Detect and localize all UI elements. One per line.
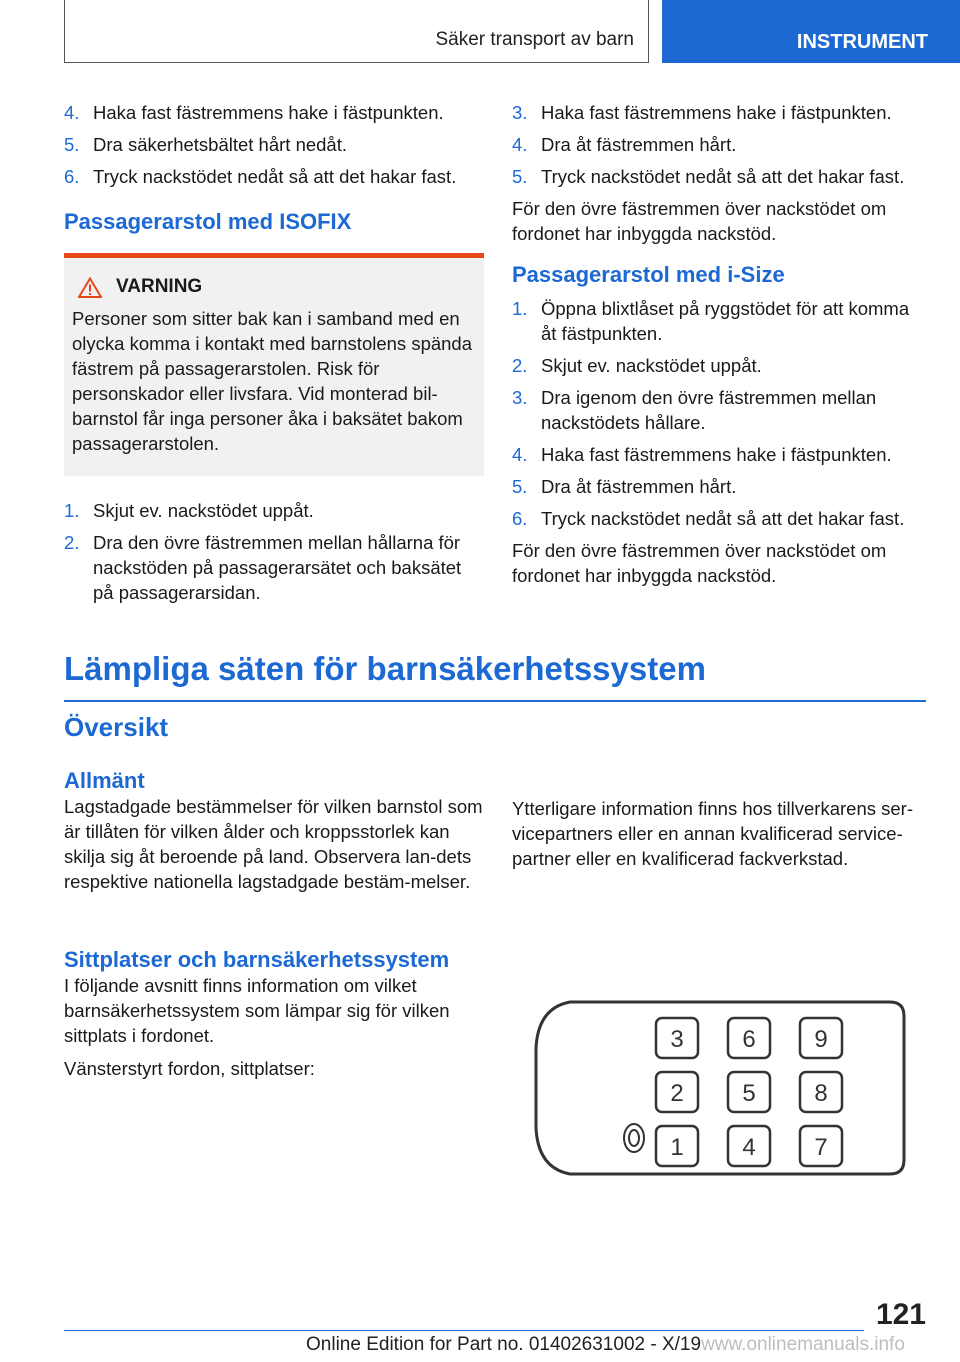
watermark-text: www.onlinemanuals.info: [701, 1334, 905, 1355]
list-item: [512, 353, 926, 378]
seat-number: 5: [742, 1080, 756, 1107]
warning-title-row: [72, 276, 474, 298]
seat-number: 8: [814, 1080, 828, 1107]
warning-title: VARNING: [116, 276, 203, 297]
general-block: [64, 768, 484, 902]
step-text: Skjut ev. nackstödet uppåt.: [93, 500, 314, 521]
edition-text: Online Edition for Part no. 01402631002 - X/19: [306, 1334, 702, 1355]
chapter-title: INSTRUMENT: [796, 31, 928, 53]
header-section-title: [64, 0, 649, 63]
list-item: [512, 506, 926, 531]
step-text: Dra den övre fästremmen mellan hållarna för nackstöden på passagerarsätet och baksätet på passagerarsidan.: [93, 532, 462, 603]
right-column: [512, 100, 926, 595]
seat-number: 1: [670, 1134, 684, 1161]
step-number: 5.: [64, 134, 80, 155]
footer-divider: [64, 1330, 864, 1331]
step-number: 4.: [64, 102, 80, 123]
extra-info-text: Ytterligare information finns hos tillverkarens ser-vicepartners eller en annan kvalificerad service-partner eller en kvalificerad fackverkstad.: [512, 798, 913, 869]
warning-text: Personer som sitter bak kan i samband med en olycka komma i kontakt med barnstolens spända fästrem på passagerarstolen. Risk för personskador eller livsfara. Vid monterad bil-barnstol får inga personer åka i baksätet bakom passagerarstolen.: [72, 308, 473, 454]
step-number: 1.: [512, 298, 528, 319]
warning-box: [64, 253, 484, 476]
step-number: 6.: [512, 508, 528, 529]
steps-list: [64, 498, 484, 605]
seat-number: 3: [670, 1026, 684, 1053]
step-text: Haka fast fästremmens hake i fästpunkten.: [541, 444, 892, 465]
step-number: 4.: [512, 134, 528, 155]
step-number: 5.: [512, 476, 528, 497]
step-number: 3.: [512, 102, 528, 123]
seats-text: I följande avsnitt finns information om vilket barnsäkerhetssystem som lämpar sig för vilken sittplats i fordonet.: [64, 975, 450, 1046]
seat-number: 6: [742, 1026, 756, 1053]
step-number: 3.: [512, 387, 528, 408]
step-number: 1.: [64, 500, 80, 521]
list-item: [512, 132, 926, 157]
extra-info-block: [512, 796, 926, 879]
note-text: För den övre fästremmen över nackstödet om fordonet har inbyggda nackstöd.: [512, 540, 887, 586]
seat-number: 4: [742, 1134, 756, 1161]
list-item: [64, 132, 484, 157]
seat-number: 9: [814, 1026, 828, 1053]
step-text: Dra åt fästremmen hårt.: [541, 134, 737, 155]
step-text: Dra åt fästremmen hårt.: [541, 476, 737, 497]
step-text: Öppna blixtlåset på ryggstödet för att komma åt fästpunkten.: [541, 298, 910, 344]
step-number: 2.: [64, 532, 80, 553]
section-subtitle: Översikt: [64, 712, 169, 742]
step-text: Tryck nackstödet nedåt så att det hakar fast.: [93, 166, 457, 187]
steps-list: [512, 100, 926, 189]
general-heading: Allmänt: [64, 768, 145, 793]
vehicle-outline-illustration: [530, 998, 910, 1178]
step-text: Dra säkerhetsbältet hårt nedåt.: [93, 134, 348, 155]
section-title: Lämpliga säten för barnsäkerhetssystem: [64, 650, 926, 702]
list-item: [64, 100, 484, 125]
left-column: [64, 100, 484, 612]
step-number: 4.: [512, 444, 528, 465]
list-item: [64, 498, 484, 523]
list-item: [512, 296, 926, 346]
list-item: [512, 442, 926, 467]
note-text: För den övre fästremmen över nackstödet om fordonet har inbyggda nackstöd.: [512, 198, 887, 244]
step-text: Haka fast fästremmens hake i fästpunkten.: [93, 102, 444, 123]
step-text: Haka fast fästremmens hake i fästpunkten.: [541, 102, 892, 123]
step-text: Dra igenom den övre fästremmen mellan nackstödets hållare.: [541, 387, 877, 433]
seat-position-diagram: [530, 998, 910, 1178]
steps-list: [64, 100, 484, 189]
list-item: [64, 530, 484, 605]
section-title: Säker transport av barn: [435, 29, 634, 50]
steps-list: [512, 296, 926, 531]
isize-heading: Passagerarstol med i-Size: [512, 262, 785, 287]
seats-heading: Sittplatser och barnsäkerhetssystem: [64, 947, 450, 972]
seats-block: [64, 947, 484, 1089]
step-number: 6.: [64, 166, 80, 187]
isofix-heading: Passagerarstol med ISOFIX: [64, 209, 352, 234]
lhd-text: Vänsterstyrt fordon, sittplatser:: [64, 1058, 315, 1079]
footer-edition: [306, 1334, 905, 1356]
step-text: Tryck nackstödet nedåt så att det hakar fast.: [541, 166, 905, 187]
page-number: 121: [875, 1298, 926, 1331]
list-item: [64, 164, 484, 189]
list-item: [512, 385, 926, 435]
warning-triangle-icon: [78, 277, 102, 298]
step-text: Tryck nackstödet nedåt så att det hakar fast.: [541, 508, 905, 529]
step-text: Skjut ev. nackstödet uppåt.: [541, 355, 762, 376]
steering-wheel-icon: [624, 1124, 644, 1152]
list-item: [512, 474, 926, 499]
header-chapter-tab: [662, 0, 960, 63]
seat-number: 2: [670, 1080, 684, 1107]
list-item: [512, 100, 926, 125]
seat-number: 7: [814, 1134, 828, 1161]
step-number: 2.: [512, 355, 528, 376]
general-text: Lagstadgade bestämmelser för vilken barnstol som är tillåten för vilken ålder och kroppsstorlek kan skilja sig åt beroende på land. Observera lan-dets respektive nationella lagstadgade bestäm-melser.: [64, 796, 483, 892]
step-number: 5.: [512, 166, 528, 187]
list-item: [512, 164, 926, 189]
